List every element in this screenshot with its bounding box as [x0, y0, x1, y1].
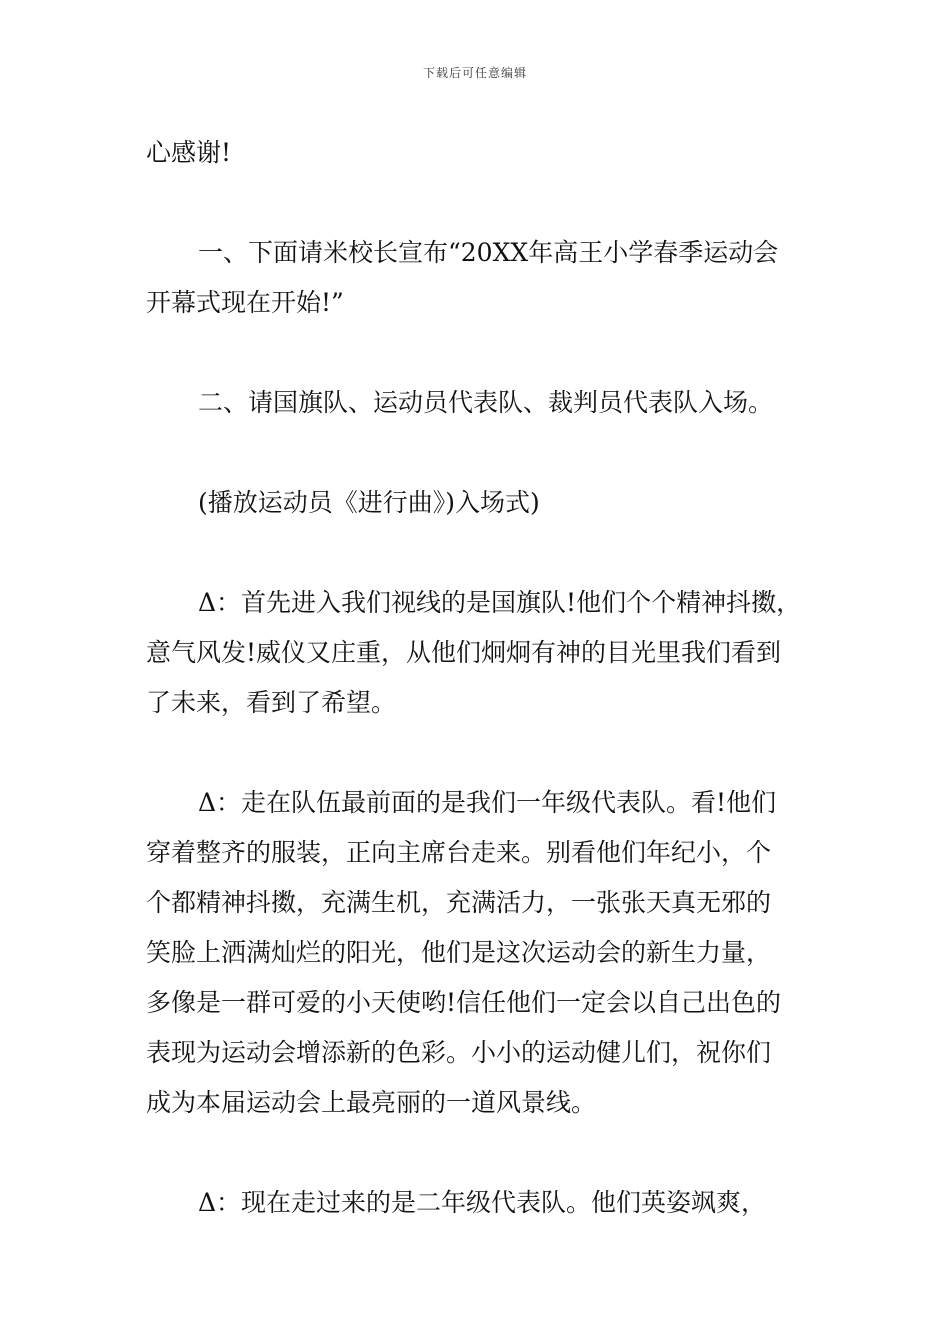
text-line: 笑脸上洒满灿烂的阳光，他们是这次运动会的新生力量，: [146, 938, 772, 967]
text-line: Δ：走在队伍最前面的是我们一年级代表队。看!他们: [198, 788, 777, 817]
paragraph: [146, 228, 816, 328]
paragraph: [146, 478, 816, 528]
text-line: (播放运动员《进行曲》)入场式): [198, 488, 540, 517]
text-line: 穿着整齐的服装，正向主席台走来。别看他们年纪小，个: [146, 838, 772, 867]
paragraph: [146, 128, 816, 178]
paragraph: [146, 578, 816, 728]
page-header-note: 下载后可任意编辑: [422, 66, 527, 80]
text-line: 开幕式现在开始!”: [146, 288, 344, 317]
paragraph: [146, 778, 816, 1128]
paragraph-gap: [146, 1128, 816, 1178]
paragraph-gap: [146, 728, 816, 778]
text-line: 多像是一群可爱的小天使哟!信任他们一定会以自己出色的: [146, 988, 782, 1017]
text-line: 一、下面请米校长宣布“20XX年高王小学春季运动会: [198, 238, 779, 267]
text-line: Δ：现在走过来的是二年级代表队。他们英姿飒爽，: [198, 1188, 767, 1217]
paragraph-gap: [146, 528, 816, 578]
paragraph: [146, 1178, 816, 1228]
text-line: Δ：首先进入我们视线的是国旗队!他们个个精神抖擞，: [198, 588, 802, 617]
text-line: 心感谢!: [146, 138, 232, 167]
text-line: 个都精神抖擞，充满生机，充满活力，一张张天真无邪的: [146, 888, 772, 917]
text-line: 意气风发!威仪又庄重，从他们炯炯有神的目光里我们看到: [146, 638, 782, 667]
paragraph-gap: [146, 428, 816, 478]
text-line: 成为本届运动会上最亮丽的一道风景线。: [146, 1088, 597, 1117]
text-line: 表现为运动会增添新的色彩。小小的运动健儿们，祝你们: [146, 1038, 772, 1067]
text-line: 了未来，看到了希望。: [146, 688, 397, 717]
text-line: 二、请国旗队、运动员代表队、裁判员代表队入场。: [198, 388, 774, 417]
paragraph: [146, 378, 816, 428]
paragraph-gap: [146, 178, 816, 228]
paragraph-gap: [146, 328, 816, 378]
document-body: [146, 128, 816, 1228]
